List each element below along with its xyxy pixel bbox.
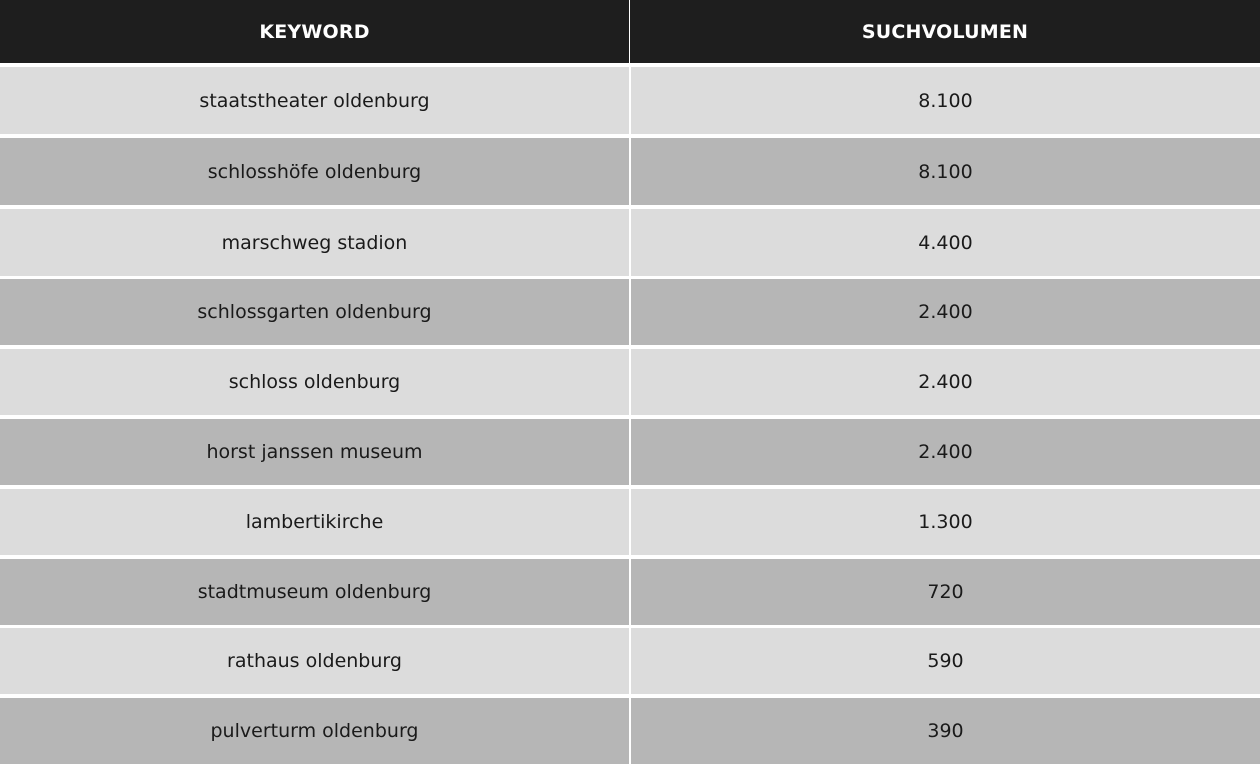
table-header	[0, 0, 1260, 63]
volume-cell: 8.100	[629, 67, 1260, 134]
volume-cell: 4.400	[629, 209, 1260, 276]
table-row	[0, 138, 1260, 205]
table-row	[0, 67, 1260, 134]
volume-cell: 1.300	[629, 489, 1260, 555]
table-row	[0, 489, 1260, 555]
table-row	[0, 419, 1260, 485]
keyword-cell: schlosshöfe oldenburg	[207, 160, 422, 183]
volume-cell: 590	[629, 628, 1260, 694]
table-row	[0, 698, 1260, 764]
volume-cell: 2.400	[629, 349, 1260, 415]
keyword-cell: schloss oldenburg	[228, 371, 401, 393]
table-row	[0, 349, 1260, 415]
volume-cell: 720	[629, 559, 1260, 625]
keyword-cell: marschweg stadion	[221, 231, 408, 254]
keyword-cell: pulverturm oldenburg	[210, 720, 419, 742]
table-row	[0, 279, 1260, 345]
volume-cell: 8.100	[629, 138, 1260, 205]
volume-cell: 390	[629, 698, 1260, 764]
keyword-cell: schlossgarten oldenburg	[197, 301, 432, 323]
header-keyword: KEYWORD	[259, 20, 370, 43]
table-row	[0, 628, 1260, 694]
keyword-cell: horst janssen museum	[206, 441, 423, 463]
keyword-cell: stadtmuseum oldenburg	[197, 581, 432, 603]
volume-cell: 2.400	[629, 419, 1260, 485]
keyword-cell: staatstheater oldenburg	[199, 89, 430, 112]
header-suchvolumen: SUCHVOLUMEN	[629, 0, 1260, 63]
volume-cell: 2.400	[629, 279, 1260, 345]
keyword-cell: rathaus oldenburg	[227, 650, 402, 672]
keyword-cell: lambertikirche	[245, 511, 384, 533]
table-row	[0, 559, 1260, 625]
table-row	[0, 209, 1260, 276]
